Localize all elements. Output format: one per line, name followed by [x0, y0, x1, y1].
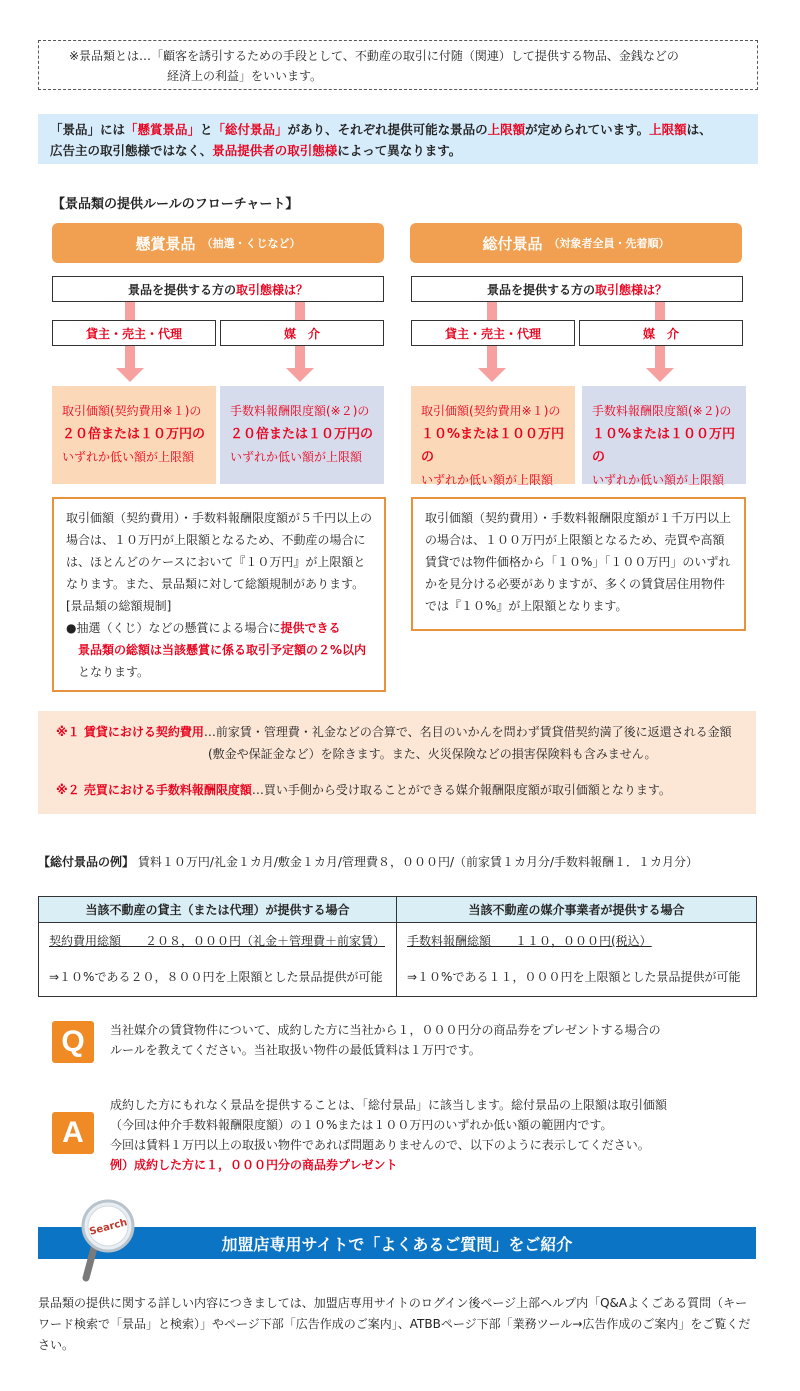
- intro-text: があり、それぞれ提供可能な景品の: [287, 122, 488, 137]
- note2-text: …買い手側から受け取ることができる媒介報酬限度額が取引価額となります。: [251, 783, 671, 797]
- cell-line: 手数料報酬総額 １１０，０００円(税込）: [407, 934, 652, 948]
- arrow-shaft: [295, 302, 305, 320]
- answer-line: 成約した方にもれなく景品を提供することは、「総付景品」に該当します。総付景品の上限額は取引価額: [110, 1098, 668, 1112]
- answer-text: [110, 1095, 750, 1175]
- result-line: 取引価額(契約費用※１)の: [421, 404, 561, 418]
- intro-band: [38, 114, 758, 164]
- table-cell: [397, 923, 757, 997]
- arrow-shaft: [655, 302, 665, 320]
- intro-text: 「景品」には: [50, 122, 126, 137]
- right-branch-broker: 媒 介: [579, 320, 743, 346]
- left-detail-subheading: [景品類の総額規制]: [66, 599, 172, 613]
- cell-line: 契約費用総額 ２０８，０００円（礼金＋管理費＋前家賃）: [49, 934, 386, 948]
- answer-icon: A: [52, 1112, 94, 1154]
- left-result-broker: [220, 386, 384, 484]
- intro-highlight: 景品提供者の取引態様: [212, 143, 338, 158]
- question-line: 当社媒介の賃貸物件について、成約した方に当社から１，０００円分の商品券をプレゼントする場合の: [110, 1023, 661, 1037]
- right-branch-direct: 貸主・売主・代理: [411, 320, 575, 346]
- answer-line: 今回は賃料１万円以上の取扱い物件であれば問題ありませんので、以下のように表示してください。: [110, 1138, 650, 1152]
- table-header: 当該不動産の貸主（または代理）が提供する場合: [39, 897, 397, 923]
- left-branch-direct: 貸主・売主・代理: [52, 320, 216, 346]
- intro-text: と: [200, 122, 213, 137]
- table-cell: [39, 923, 397, 997]
- left-question-highlight: 取引態様は？: [236, 282, 309, 297]
- result-line: いずれか低い額が上限額: [592, 473, 725, 487]
- answer-example: 例）成約した方に１，０００円分の商品券プレゼント: [110, 1158, 398, 1172]
- intro-highlight: 「懸賞景品」: [125, 122, 201, 137]
- right-question-box: [411, 276, 743, 302]
- bullet-text: となります。: [78, 665, 150, 679]
- table-header-row: [39, 897, 757, 923]
- left-category-subtitle: （抽選・くじなど）: [201, 237, 301, 250]
- intro-text: は、: [686, 122, 712, 137]
- arrow-down-icon: [116, 368, 144, 382]
- right-result-direct: [411, 386, 575, 487]
- cell-line: ⇒１０%である２０，８００円を上限額とした景品提供が可能: [49, 970, 383, 984]
- result-line: 手数料報酬限度額(※２)の: [230, 404, 370, 418]
- left-question-text: 景品を提供する方の: [127, 282, 236, 297]
- left-detail-bullet: [66, 617, 372, 639]
- faq-banner[interactable]: [38, 1227, 756, 1259]
- right-question-text: 景品を提供する方の: [486, 282, 595, 297]
- definition-box: [38, 40, 758, 90]
- intro-highlight: 上限額: [487, 122, 526, 137]
- left-category-header: [52, 223, 384, 263]
- result-line: ２０倍または１０万円の: [62, 427, 206, 442]
- search-magnifier-icon: [78, 1198, 138, 1282]
- arrow-shaft: [655, 346, 665, 368]
- right-question-highlight: 取引態様は？: [595, 282, 668, 297]
- left-category-title: 懸賞景品: [135, 234, 196, 253]
- intro-text: によって異なります。: [337, 143, 462, 158]
- note2-label: ※２ 売買における手数料報酬限度額: [56, 783, 252, 797]
- search-label: Search: [88, 1217, 129, 1238]
- question-icon: Q: [52, 1021, 94, 1063]
- right-category-subtitle: （対象者全員・先着順）: [548, 237, 670, 250]
- definition-line1: ※景品類とは…「顧客を誘引するための手段として、不動産の取引に付随（関連）して提供する物品、金銭などの: [69, 49, 679, 63]
- example-label: 【総付景品の例】: [38, 855, 135, 869]
- arrow-down-icon: [478, 368, 506, 382]
- right-category-title: 総付景品: [482, 234, 543, 253]
- result-line: ２０倍または１０万円の: [230, 427, 374, 442]
- table-row: [39, 923, 757, 997]
- flowchart-title: 【景品類の提供ルールのフローチャート】: [52, 197, 299, 212]
- faq-banner-text: 加盟店専用サイトで「よくあるご質問」をご紹介: [221, 1234, 573, 1254]
- answer-line: （今回は仲介手数料報酬限度額）の１０%または１００万円のいずれか低い額の範囲内です。: [110, 1118, 613, 1132]
- arrow-shaft: [125, 302, 135, 320]
- left-detail-text: 取引価額（契約費用）・手数料報酬限度額が５千円以上の場合は、１０万円が上限額となるため、不動産の場合には、ほとんどのケースにおいて『１０万円』が上限額となります。また、景品類に対して総額規制があります。: [66, 511, 373, 591]
- right-detail-box: [411, 497, 746, 631]
- table-header: 当該不動産の媒介事業者が提供する場合: [397, 897, 757, 923]
- arrow-shaft: [487, 346, 497, 368]
- right-detail-text: 取引価額（契約費用）・手数料報酬限度額が１千万円以上の場合は、１００万円が上限額となるため、売買や高額賃貸では物件価格から「１０%」「１００万円」のいずれかを見分ける必要がありますが、多くの賃貸居住用物件では『１０%』が上限額となります。: [425, 511, 732, 613]
- result-line: 取引価額(契約費用※１)の: [62, 404, 202, 418]
- result-line: いずれか低い額が上限額: [62, 450, 195, 464]
- note1-text-cont: (敷金や保証金など）を除きます。また、火災保険などの損害保険料も含みません。: [208, 747, 657, 761]
- example-text: 賃料１０万円/礼金１カ月/敷金１カ月/管理費８，０００円/（前家賃１カ月分/手数料報酬１．１カ月分）: [134, 855, 699, 869]
- result-line: 手数料報酬限度額(※２)の: [592, 404, 732, 418]
- bullet-text: ●抽選（くじ）などの懸賞による場合に: [66, 621, 281, 635]
- notes-band: [38, 711, 756, 814]
- result-line: １０%または１００万円の: [421, 427, 565, 465]
- right-category-header: [410, 223, 742, 263]
- question-text: [110, 1020, 750, 1060]
- result-line: １０%または１００万円の: [592, 427, 736, 465]
- bullet-highlight: 提供できる: [280, 621, 341, 635]
- arrow-down-icon: [646, 368, 674, 382]
- example-table: [38, 896, 757, 997]
- intro-text: 広告主の取引態様ではなく、: [50, 143, 213, 158]
- note1-text: …前家賃・管理費・礼金などの合算で、名目のいかんを問わず賃貸借契約満了後に返還される金額: [203, 725, 732, 739]
- definition-line2: 経済上の利益」をいいます。: [167, 69, 323, 83]
- intro-text: が定められています。: [525, 122, 650, 137]
- bottom-info-text: 景品類の提供に関する詳しい内容につきましては、加盟店専用サイトのログイン後ページ上部ヘルプ内「Q&Aよくごある質問（キーワード検索で「景品」と検索）」やページ下部「広告作成のご案内」、ATBBページ下部「業務ツール→広告作成のご案内」をご覧ください。: [38, 1296, 751, 1352]
- bullet-highlight: 景品類の総額は当該懸賞に係る取引予定額の２%以内: [78, 643, 367, 657]
- right-result-broker: [582, 386, 746, 487]
- left-detail-box: [52, 497, 386, 692]
- left-question-box: [52, 276, 384, 302]
- example-line: [38, 853, 698, 870]
- arrow-down-icon: [286, 368, 314, 382]
- question-line: ルールを教えてください。当社取扱い物件の最低賃料は１万円です。: [110, 1043, 481, 1057]
- note1-label: ※１ 賃貸における契約費用: [56, 725, 204, 739]
- result-line: いずれか低い額が上限額: [230, 450, 363, 464]
- result-line: いずれか低い額が上限額: [421, 473, 554, 487]
- left-branch-broker: 媒 介: [220, 320, 384, 346]
- cell-line: ⇒１０%である１１，０００円を上限額とした景品提供が可能: [407, 970, 741, 984]
- left-result-direct: [52, 386, 216, 484]
- arrow-shaft: [295, 346, 305, 368]
- intro-highlight: 「総付景品」: [212, 122, 288, 137]
- intro-highlight: 上限額: [649, 122, 687, 137]
- arrow-shaft: [487, 302, 497, 320]
- arrow-shaft: [125, 346, 135, 368]
